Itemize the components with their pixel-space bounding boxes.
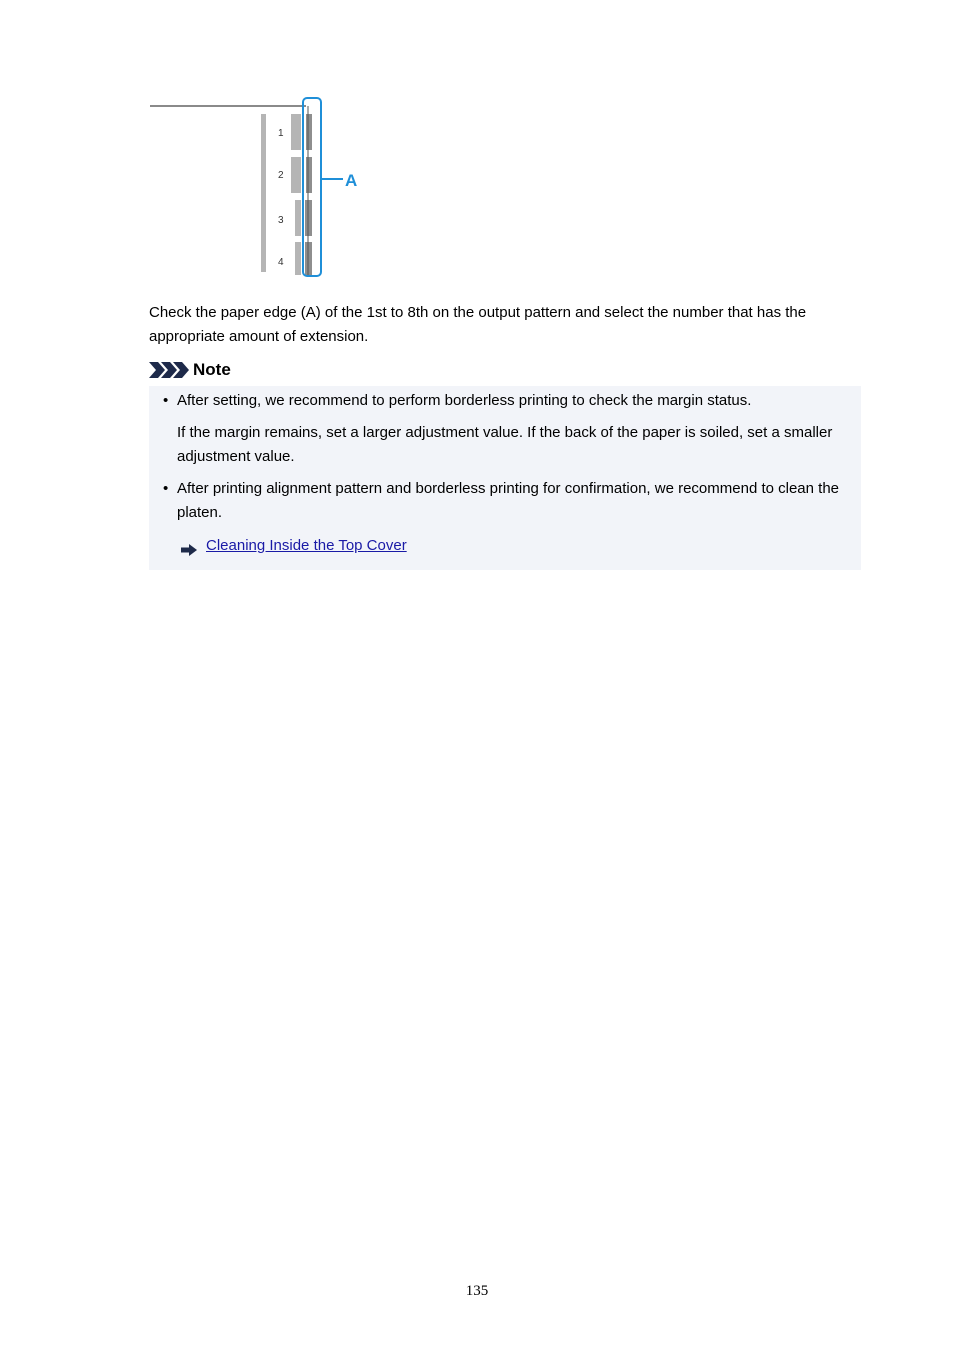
paper-edge-diagram bbox=[148, 92, 370, 282]
bullet-icon: • bbox=[163, 480, 169, 497]
note-item-2 bbox=[149, 477, 861, 558]
body-paragraph: Check the paper edge (A) of the 1st to 8th on the output pattern and select the number that has the appropriate amount of extension. bbox=[149, 304, 807, 345]
pattern-block-4 bbox=[295, 242, 301, 275]
right-arrow-icon bbox=[181, 540, 197, 552]
note-list bbox=[149, 389, 861, 558]
pattern-edge-1 bbox=[306, 114, 312, 150]
pattern-left-bar bbox=[261, 114, 266, 272]
cleaning-inside-top-cover-link[interactable]: Cleaning Inside the Top Cover bbox=[206, 537, 407, 554]
row-number-2: 2 bbox=[278, 170, 284, 181]
note-box bbox=[149, 386, 861, 570]
note-chevrons-icon bbox=[149, 361, 189, 379]
note-item-1-paragraph-2: If the margin remains, set a larger adjustment value. If the back of the paper is soiled, set a smaller adjustment value. bbox=[177, 424, 833, 465]
row-number-3: 3 bbox=[278, 215, 284, 226]
row-number-1: 1 bbox=[278, 128, 284, 139]
note-link-row bbox=[177, 534, 841, 558]
pattern-edge-2 bbox=[306, 157, 312, 193]
note-title: Note bbox=[193, 360, 231, 379]
page-number: 135 bbox=[465, 1283, 489, 1299]
paper-edge-diagram-svg bbox=[148, 92, 370, 282]
pattern-block-3 bbox=[295, 200, 301, 236]
pattern-block-1 bbox=[291, 114, 301, 150]
callout-label: A bbox=[345, 171, 358, 190]
bullet-icon: • bbox=[163, 392, 169, 409]
note-item-1 bbox=[149, 389, 861, 469]
note-item-2-paragraph-1: After printing alignment pattern and borderless printing for confirmation, we recommend to clean the platen. bbox=[177, 480, 840, 521]
row-number-4: 4 bbox=[278, 257, 284, 268]
pattern-block-2 bbox=[291, 157, 301, 193]
note-item-1-paragraph-1: After setting, we recommend to perform borderless printing to check the margin status. bbox=[177, 392, 752, 409]
note-header bbox=[149, 358, 231, 382]
